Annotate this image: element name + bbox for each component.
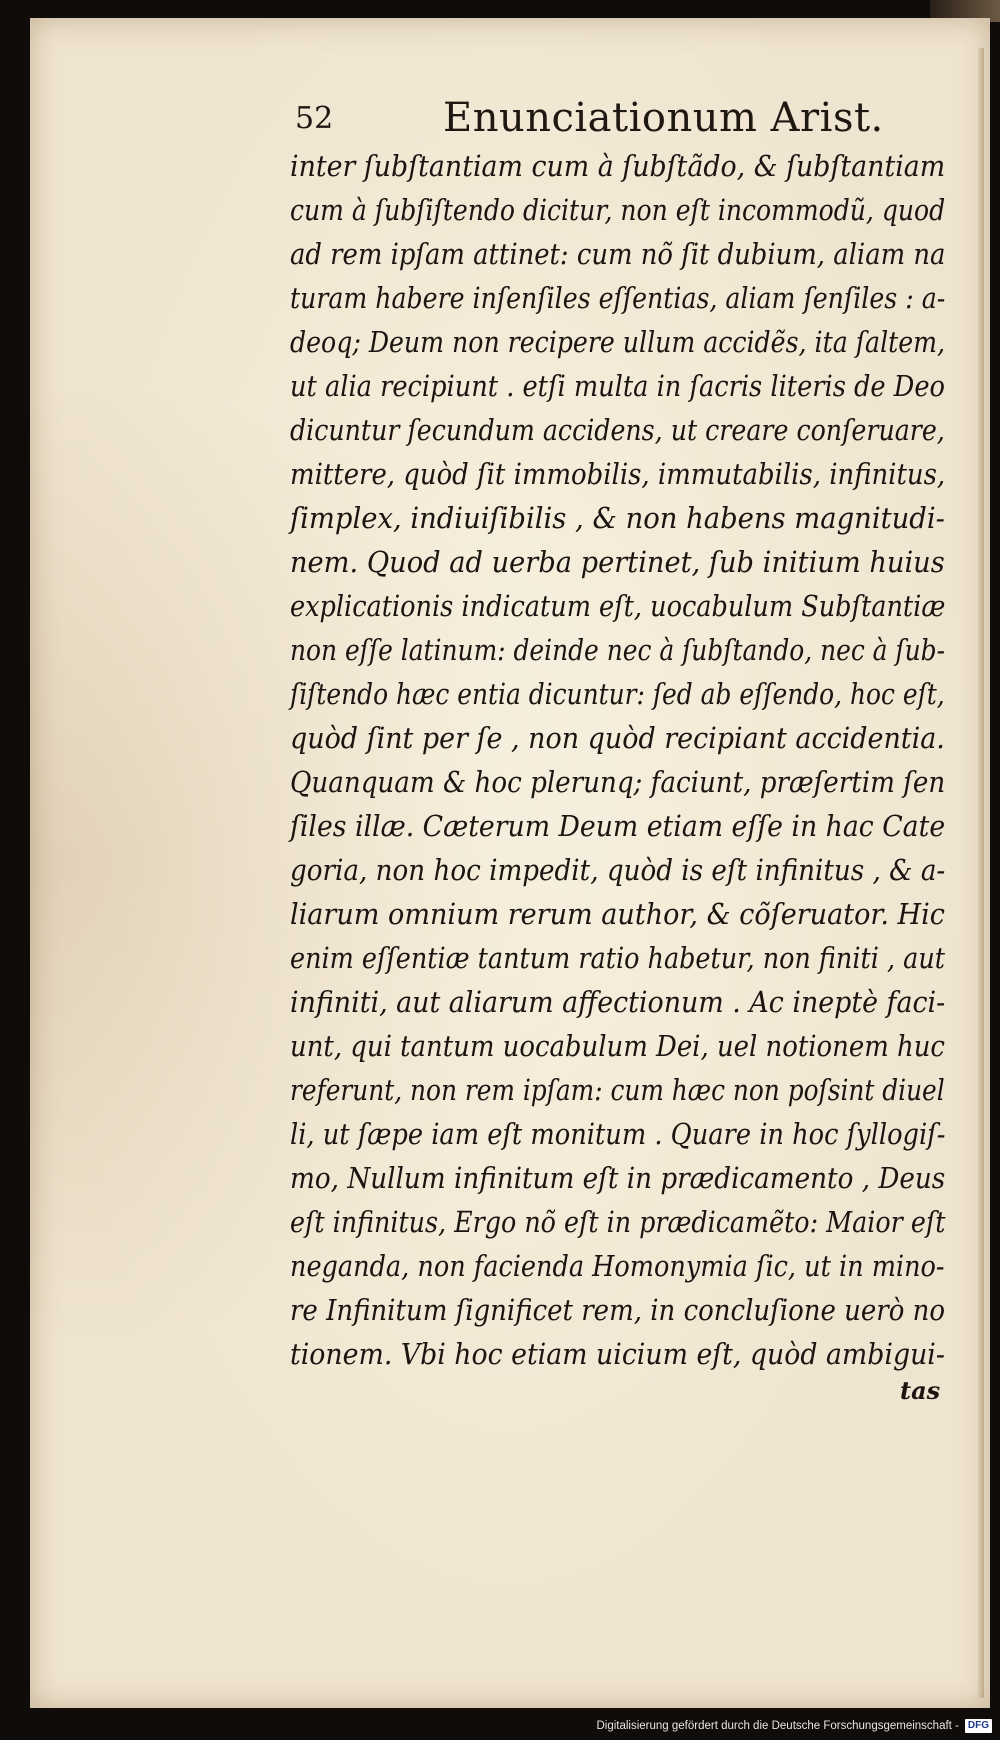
- page-header: [295, 95, 895, 145]
- text-line: liarum omnium rerum author, & cõſeruator. Hic: [290, 898, 945, 931]
- text-line: turam habere inſenſiles eſſentias, aliam ſenſiles : a-: [290, 282, 946, 315]
- text-line: unt, qui tantum uocabulum Dei, uel notionem huc: [290, 1030, 945, 1063]
- text-line: mittere, quòd ſit immobilis, immutabilis, infinitus,: [290, 458, 946, 491]
- digitization-footer: [596, 1716, 992, 1736]
- text-line: deoq; Deum non recipere ullum accidẽs, ita ſaltem,: [290, 326, 946, 359]
- dfg-logo: DFG: [965, 1719, 992, 1733]
- page-number: 52: [295, 101, 334, 136]
- text-line: goria, non hoc impedit, quòd is eſt infinitus , & a-: [290, 854, 946, 887]
- text-line: mo, Nullum infinitum eſt in prædicamento , Deus: [290, 1162, 946, 1195]
- catchword: tas: [900, 1376, 941, 1405]
- text-line: ſiles illæ. Cæterum Deum etiam eſſe in hac Cate: [290, 810, 946, 843]
- text-line: ut alia recipiunt . etſi multa in ſacris literis de Deo: [290, 370, 945, 403]
- text-line: dicuntur ſecundum accidens, ut creare conſeruare,: [290, 414, 945, 447]
- page-edge-shadow: [978, 48, 984, 1698]
- text-line: nem. Quod ad uerba pertinet, ſub initium huius: [290, 546, 945, 579]
- text-line: ſiſtendo hæc entia dicuntur: ſed ab eſſendo, hoc eſt,: [290, 678, 945, 711]
- footer-credit: Digitalisierung gefördert durch die Deutsche Forschungsgemeinschaft -: [596, 1720, 959, 1732]
- text-line: non eſſe latinum: deinde nec à ſubſtando, nec à ſub-: [290, 634, 946, 667]
- text-line: neganda, non facienda Homonymia ſic, ut in mino-: [290, 1250, 945, 1283]
- text-line: re Infinitum ſignificet rem, in concluſione uerò no: [290, 1294, 946, 1327]
- text-line: tionem. Vbi hoc etiam uicium eſt, quòd ambigui-: [290, 1338, 945, 1371]
- text-line: eſt infinitus, Ergo nõ eſt in prædicamẽto: Maior eſt: [290, 1206, 946, 1239]
- text-line: cum à ſubſiſtendo dicitur, non eſt incommodũ, quod: [290, 194, 946, 227]
- text-line: li, ut ſæpe iam eſt monitum . Quare in hoc ſyllogiſ-: [290, 1118, 946, 1151]
- text-line: Quanquam & hoc plerunq; faciunt, præſertim ſen: [290, 766, 946, 799]
- text-line: inter ſubſtantiam cum à ſubſtãdo, & ſubſtantiam: [290, 150, 946, 183]
- text-line: enim eſſentiæ tantum ratio habetur, non finiti , aut: [290, 942, 945, 975]
- body-text: [290, 145, 946, 1377]
- text-line: ſimplex, indiuiſibilis , & non habens magnitudi-: [290, 502, 945, 535]
- text-line: explicationis indicatum eſt, uocabulum Subſtantiæ: [290, 590, 946, 623]
- text-line: ad rem ipſam attinet: cum nõ ſit dubium, aliam na: [290, 238, 946, 271]
- text-line: infiniti, aut aliarum affectionum . Ac ineptè faci-: [290, 986, 946, 1019]
- running-head: Enunciationum Arist.: [443, 95, 884, 141]
- text-line: quòd ſint per ſe , non quòd recipiant accidentia.: [290, 722, 945, 755]
- text-line: referunt, non rem ipſam: cum hæc non poſsint diuel: [290, 1074, 945, 1107]
